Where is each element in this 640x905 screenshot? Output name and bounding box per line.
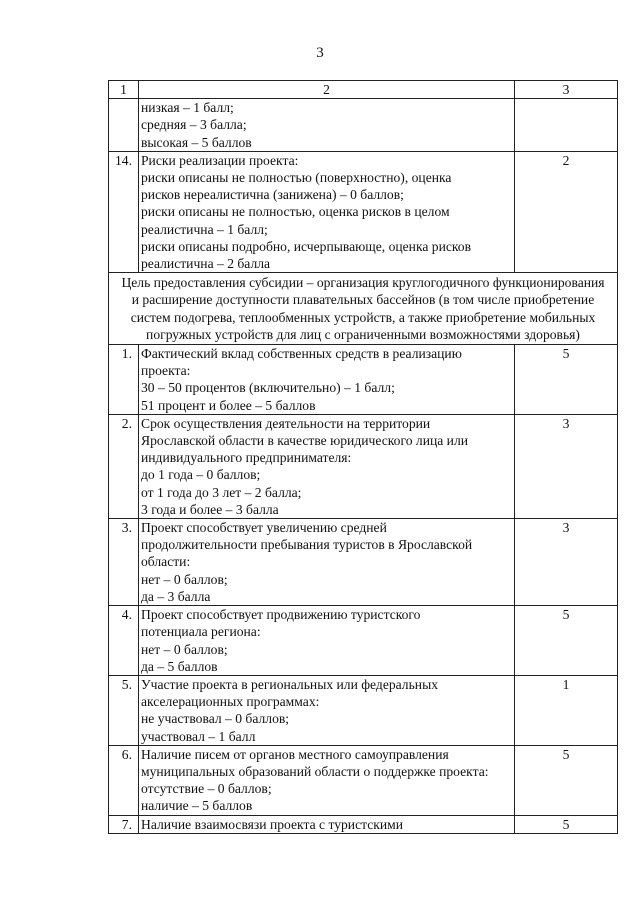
header-col-2: 2 — [139, 81, 515, 99]
criterion-text — [139, 675, 515, 745]
criterion-line: Ярославской области в качестве юридического лица или — [141, 433, 469, 449]
criterion-line: акселерационных программах: — [141, 694, 320, 710]
criterion-line: области: — [141, 554, 191, 570]
criterion-text — [139, 606, 515, 676]
table-row — [109, 745, 618, 815]
max-score: 5 — [515, 345, 618, 415]
row-number: 14. — [109, 151, 139, 272]
criterion-line: реалистична – 1 балл; — [141, 221, 268, 237]
criteria-table-body — [109, 81, 618, 834]
table-header-row — [109, 81, 618, 99]
criterion-line: продолжительности пребывания туристов в Ярославской — [141, 537, 473, 553]
criterion-line: проекта: — [141, 363, 191, 379]
max-score: 1 — [515, 675, 618, 745]
max-score: 5 — [515, 745, 618, 815]
section-heading-row — [109, 273, 618, 345]
criterion-line: участвовал – 1 балл — [141, 728, 256, 744]
criterion-text — [139, 151, 515, 272]
row-number: 3. — [109, 519, 139, 606]
criterion-text — [139, 99, 515, 152]
criterion-line: Участие проекта в региональных или федеральных — [141, 676, 438, 692]
header-col-1: 1 — [109, 81, 139, 99]
table-row-14 — [109, 151, 618, 272]
section-heading-text: Цель предоставления субсидии – организация круглогодичного функционирования и расширение доступности плавательных бассейнов (в том числе приобретение систем подогрева, теплообменных устройств, а также приобретение мобильных погружных устройств для лиц с ограниченными возможностями здоровья) — [121, 275, 605, 342]
table-row — [109, 414, 618, 518]
criterion-line: да – 5 баллов — [141, 658, 218, 674]
max-score — [515, 99, 618, 152]
criterion-line: нет – 0 баллов; — [141, 641, 228, 657]
criterion-line: Проект способствует продвижению туристского — [141, 607, 421, 623]
criterion-line: муниципальных образований области о поддержке проекта: — [141, 763, 489, 779]
criterion-line: нет – 0 баллов; — [141, 571, 228, 587]
criterion-line: Срок осуществления деятельности на территории — [141, 415, 431, 431]
criterion-line: Фактический вклад собственных средств в реализацию — [141, 346, 462, 362]
criterion-line: реалистична – 2 балла — [141, 256, 271, 272]
criterion-line: риски описаны подробно, исчерпывающе, оценка рисков — [141, 238, 472, 254]
criterion-line: до 1 года – 0 баллов; — [141, 467, 261, 483]
table-row — [109, 519, 618, 606]
table-row — [109, 606, 618, 676]
table-row-continued — [109, 99, 618, 152]
max-score: 2 — [515, 151, 618, 272]
page-number: 3 — [316, 45, 324, 61]
max-score: 3 — [515, 414, 618, 518]
row-number: 4. — [109, 606, 139, 676]
row-number: 1. — [109, 345, 139, 415]
criterion-line: наличие – 5 баллов — [141, 798, 253, 814]
criterion-line: от 1 года до 3 лет – 2 балла; — [141, 484, 302, 500]
criterion-line: отсутствие – 0 баллов; — [141, 781, 272, 797]
criterion-line: Риски реализации проекта: — [141, 152, 299, 168]
criterion-line: высокая – 5 баллов — [141, 134, 252, 150]
criterion-line: рисков нереалистична (занижена) – 0 баллов; — [141, 187, 404, 203]
criterion-line: 30 – 50 процентов (включительно) – 1 балл; — [141, 380, 395, 396]
criterion-line: 51 процент и более – 5 баллов — [141, 397, 316, 413]
criterion-text — [139, 745, 515, 815]
criterion-line: Наличие взаимосвязи проекта с туристскими — [141, 816, 403, 832]
criterion-line: не участвовал – 0 баллов; — [141, 711, 290, 727]
header-col-3: 3 — [515, 81, 618, 99]
max-score: 5 — [515, 815, 618, 833]
criterion-line: риски описаны не полностью (поверхностно), оценка — [141, 170, 452, 186]
max-score: 3 — [515, 519, 618, 606]
criterion-text — [139, 815, 515, 833]
criterion-line: Наличие писем от органов местного самоуправления — [141, 746, 449, 762]
criterion-line: потенциала региона: — [141, 624, 261, 640]
criterion-text — [139, 345, 515, 415]
table-row — [109, 815, 618, 833]
table-row — [109, 345, 618, 415]
criteria-table — [108, 80, 618, 834]
criterion-line: риски описаны не полностью, оценка рисков в целом — [141, 204, 450, 220]
row-number: 6. — [109, 745, 139, 815]
criterion-line: Проект способствует увеличению средней — [141, 520, 387, 536]
row-number: 5. — [109, 675, 139, 745]
max-score: 5 — [515, 606, 618, 676]
criterion-line: да – 3 балла — [141, 588, 211, 604]
table-row — [109, 675, 618, 745]
row-number: 2. — [109, 414, 139, 518]
criterion-line: 3 года и более – 3 балла — [141, 501, 279, 517]
row-number — [109, 99, 139, 152]
row-number: 7. — [109, 815, 139, 833]
criterion-line: индивидуального предпринимателя: — [141, 450, 352, 466]
section-heading — [109, 273, 618, 345]
criterion-line: низкая – 1 балл; — [141, 100, 234, 116]
criterion-text — [139, 519, 515, 606]
criterion-line: средняя – 3 балла; — [141, 117, 247, 133]
criterion-text — [139, 414, 515, 518]
